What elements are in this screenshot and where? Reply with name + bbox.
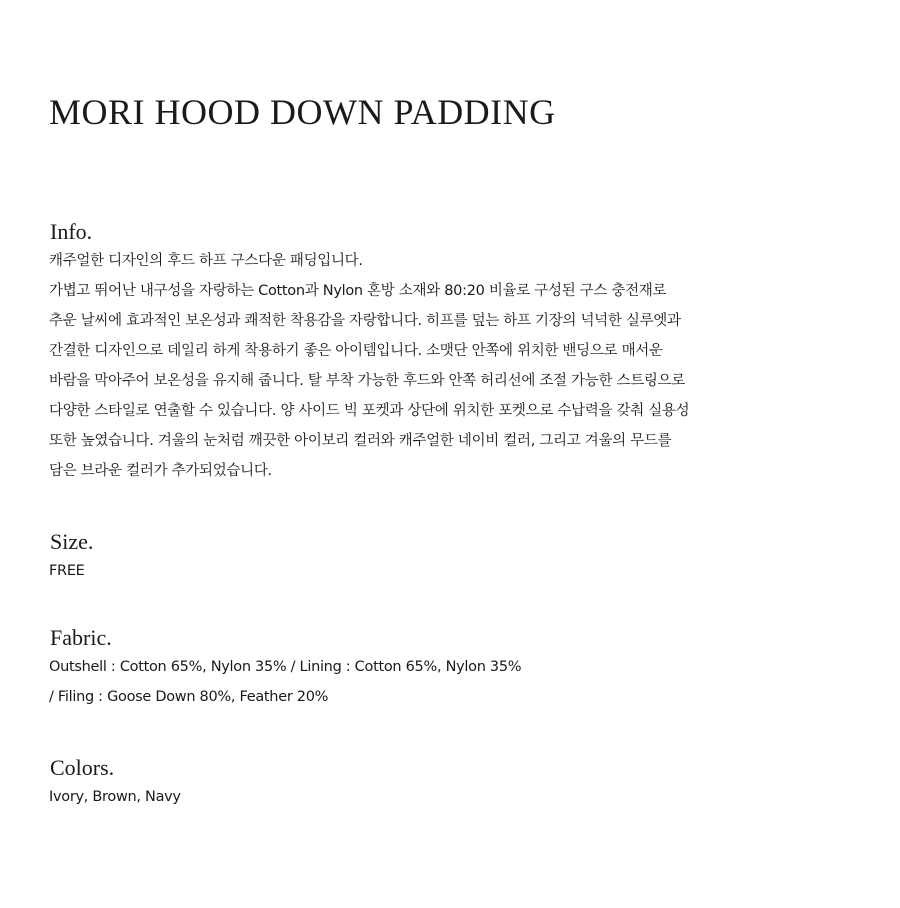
info-line: 가볍고 뛰어난 내구성을 자랑하는 Cotton과 Nylon 혼방 소재와 80:20 비율로 구성된 구스 충전재로 <box>49 283 667 299</box>
info-line: 바람을 막아주어 보온성을 유지해 줍니다. 탈 부착 가능한 후드와 안쪽 허리선에 조절 가능한 스트링으로 <box>49 373 686 389</box>
colors-section <box>49 754 869 812</box>
fabric-heading: Fabric. <box>50 625 112 650</box>
info-line: 추운 날씨에 효과적인 보온성과 쾌적한 착용감을 자랑합니다. 히프를 덮는 하프 기장의 넉넉한 실루엣과 <box>49 313 681 329</box>
fabric-composition <box>49 652 869 712</box>
size-heading: Size. <box>50 529 94 554</box>
colors-heading: Colors. <box>50 755 115 780</box>
info-description <box>49 246 869 486</box>
info-line: 캐주얼한 디자인의 후드 하프 구스다운 패딩입니다. <box>49 253 363 269</box>
size-line: FREE <box>49 563 85 579</box>
colors-line: Ivory, Brown, Navy <box>49 789 181 805</box>
info-section <box>49 218 869 486</box>
fabric-line: Outshell : Cotton 65%, Nylon 35% / Lining : Cotton 65%, Nylon 35% <box>49 659 522 675</box>
info-line: 간결한 디자인으로 데일리 하게 착용하기 좋은 아이템입니다. 소맷단 안쪽에 위치한 밴딩으로 매서운 <box>49 343 663 359</box>
product-title: MORI HOOD DOWN PADDING <box>49 92 556 132</box>
colors-list <box>49 782 869 812</box>
size-section <box>49 528 869 586</box>
fabric-line: / Filing : Goose Down 80%, Feather 20% <box>49 689 329 705</box>
info-line: 또한 높였습니다. 겨울의 눈처럼 깨끗한 아이보리 컬러와 캐주얼한 네이비 컬러, 그리고 겨울의 무드를 <box>49 433 672 449</box>
fabric-section <box>49 624 869 712</box>
size-value <box>49 556 869 586</box>
info-heading: Info. <box>50 219 93 244</box>
info-line: 담은 브라운 컬러가 추가되었습니다. <box>49 463 272 479</box>
info-line: 다양한 스타일로 연출할 수 있습니다. 양 사이드 빅 포켓과 상단에 위치한 포켓으로 수납력을 갖춰 실용성 <box>49 403 690 419</box>
